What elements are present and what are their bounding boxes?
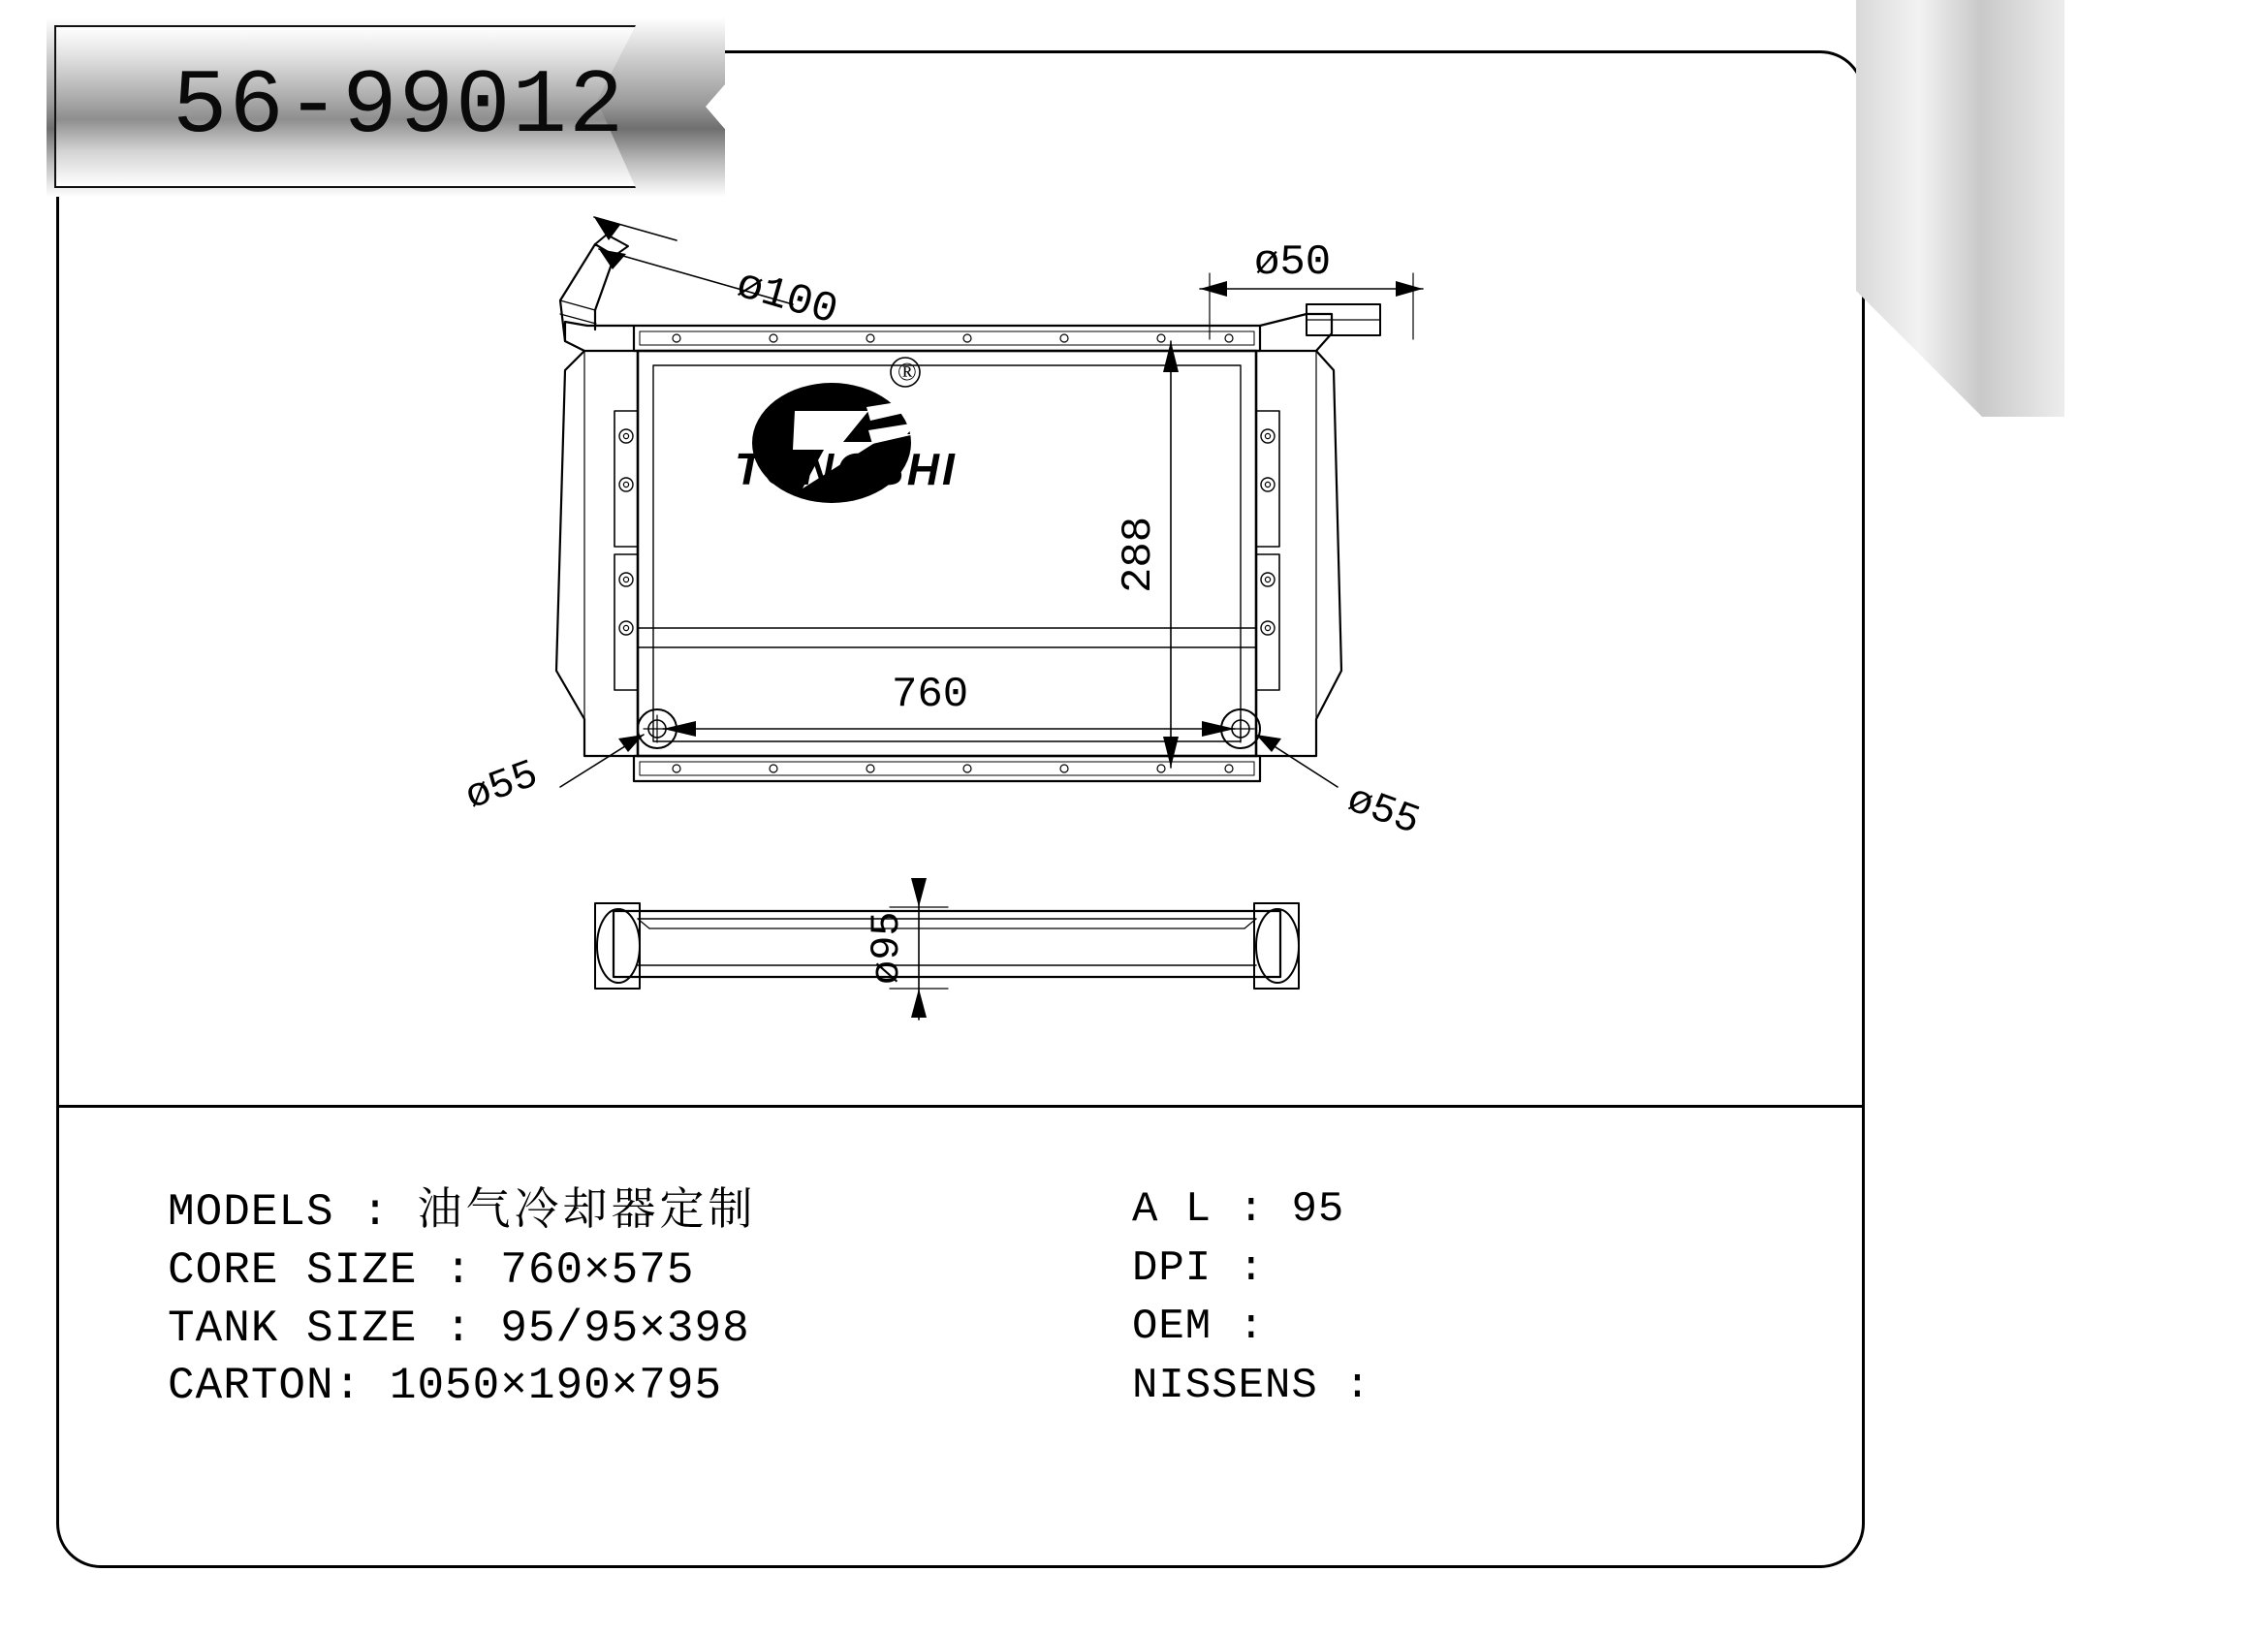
dim-label-top-port: ø50 — [1254, 238, 1332, 287]
spec-label-al: A L : — [1132, 1185, 1266, 1234]
spec-label-models: MODELS : — [168, 1187, 390, 1238]
spec-row-tank-size — [168, 1301, 756, 1359]
spec-label-tank-size: TANK SIZE : — [168, 1303, 473, 1354]
part-number-label: 56-99012 — [173, 56, 626, 159]
spec-column-left — [168, 1180, 756, 1416]
spec-label-nissens: NISSENS : — [1132, 1362, 1371, 1411]
specification-table — [56, 1108, 1865, 1568]
spec-value-al: 95 — [1291, 1185, 1345, 1234]
spec-row-oem — [1132, 1298, 1371, 1357]
dim-label-tank-depth: ø95 — [864, 911, 910, 985]
spec-label-core-size: CORE SIZE : — [168, 1244, 473, 1296]
spec-value-core-size: 760×575 — [500, 1244, 695, 1296]
spec-row-al — [1132, 1180, 1371, 1240]
spec-label-oem: OEM : — [1132, 1303, 1266, 1352]
spec-value-tank-size: 95/95×398 — [500, 1303, 750, 1354]
spec-value-models: 油气冷却器定制 — [417, 1182, 757, 1235]
spec-column-right — [1132, 1180, 1371, 1416]
dim-label-right-mount: ø55 — [1340, 776, 1427, 846]
dim-label-left-mount: ø55 — [459, 751, 545, 821]
spec-row-models — [168, 1180, 756, 1242]
dim-label-core-height: 288 — [1115, 516, 1163, 593]
spec-row-carton — [168, 1358, 756, 1416]
dim-label-core-width: 760 — [892, 671, 969, 719]
spec-label-dpi: DPI : — [1132, 1243, 1266, 1293]
spec-value-carton: 1050×190×795 — [389, 1361, 723, 1412]
dim-label-inlet-diameter: ø100 — [731, 261, 843, 336]
spec-row-dpi — [1132, 1240, 1371, 1299]
brand-logo-text: TONGSHI — [735, 444, 958, 494]
corner-ribbon-decoration — [1856, 0, 2064, 417]
technical-drawing — [56, 50, 1865, 1105]
spec-row-nissens — [1132, 1357, 1371, 1416]
registered-mark: ® — [898, 358, 917, 386]
spec-row-core-size — [168, 1242, 756, 1301]
spec-label-carton: CARTON: — [168, 1361, 362, 1412]
